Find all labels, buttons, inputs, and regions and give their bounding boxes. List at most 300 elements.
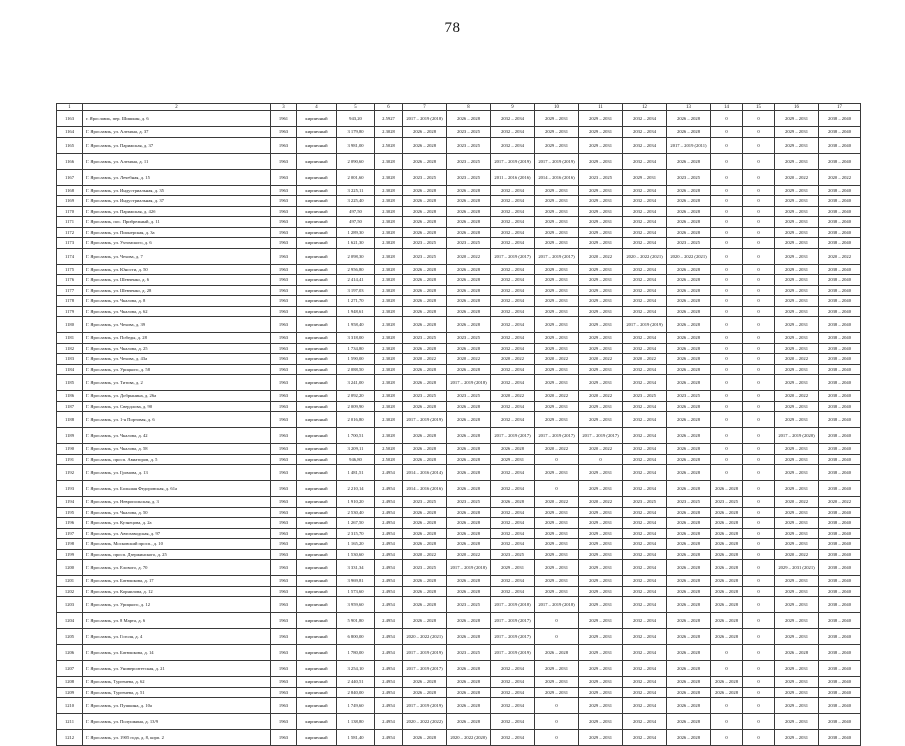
table-cell: 2029 – 2031 <box>775 111 819 127</box>
table-cell: 2032 – 2034 <box>623 677 667 688</box>
table-cell: 1 267,50 <box>337 518 375 529</box>
table-cell: 0 <box>711 127 743 138</box>
table-cell: 2026 – 2028 <box>667 549 711 560</box>
table-cell: 2023 – 2025 <box>447 333 491 344</box>
table-cell: 1 780,00 <box>337 645 375 661</box>
table-cell: 1963 <box>271 296 297 307</box>
table-cell: 2.3028 <box>375 238 403 249</box>
table-cell: 0 <box>535 714 579 730</box>
table-cell: 1 590,00 <box>337 354 375 365</box>
table-cell: 2038 – 2040 <box>819 317 861 333</box>
table-cell: 2026 – 2028 <box>403 507 447 518</box>
table-row <box>57 730 861 746</box>
table-cell: 2029 – 2031 <box>535 185 579 196</box>
table-cell: 2026 – 2028 <box>775 645 819 661</box>
table-cell: 2029 – 2031 <box>775 586 819 597</box>
table-cell: 2026 – 2028 <box>447 687 491 698</box>
column-header: 17 <box>819 104 861 111</box>
table-cell: 0 <box>711 238 743 249</box>
table-cell: 2029 – 2031 <box>579 687 623 698</box>
table-cell: 2029 – 2031 <box>535 217 579 228</box>
table-cell: 1963 <box>271 528 297 539</box>
table-cell: кирпичный <box>297 444 337 455</box>
table-cell: 2.3028 <box>375 317 403 333</box>
column-header: 15 <box>743 104 775 111</box>
table-cell: 2023 – 2025 <box>447 153 491 169</box>
table-cell: 2026 – 2028 <box>667 539 711 550</box>
table-cell: 3 331,34 <box>337 560 375 576</box>
table-cell: 2026 – 2028 <box>667 518 711 529</box>
table-cell: 3 318,00 <box>337 333 375 344</box>
table-cell: 2032 – 2034 <box>491 528 535 539</box>
table-cell: 2.4954 <box>375 549 403 560</box>
table-cell: 2038 – 2040 <box>819 333 861 344</box>
table-cell: 0 <box>743 549 775 560</box>
table-cell: 2032 – 2034 <box>491 730 535 746</box>
table-cell: 2029 – 2031 <box>535 539 579 550</box>
table-cell: 2026 – 2028 <box>667 444 711 455</box>
table-cell: 1193 <box>57 481 83 497</box>
table-cell: 2020 – 2022 <box>579 497 623 508</box>
table-row <box>57 196 861 207</box>
table-cell: 2029 – 2031 <box>775 238 819 249</box>
table-cell: 0 <box>743 454 775 465</box>
table-cell: 0 <box>711 444 743 455</box>
table-cell: 2026 – 2028 <box>711 518 743 529</box>
table-cell: кирпичный <box>297 576 337 587</box>
table-cell: 2032 – 2034 <box>491 401 535 412</box>
table-cell: 2026 – 2028 <box>711 687 743 698</box>
table-cell: 1187 <box>57 401 83 412</box>
table-cell: 2023 – 2025 <box>623 497 667 508</box>
address-cell: Г. Ярославль, просп. Авиаторов, д. 5 <box>83 454 271 465</box>
table-cell: кирпичный <box>297 629 337 645</box>
address-cell: Г. Ярославль, ул. Добрынина, д. 26а <box>83 391 271 402</box>
table-cell: 2032 – 2034 <box>623 185 667 196</box>
table-row <box>57 391 861 402</box>
table-cell: 2032 – 2034 <box>491 586 535 597</box>
table-cell: 2026 – 2028 <box>447 196 491 207</box>
table-cell: 2 001,60 <box>337 169 375 185</box>
table-cell: 2026 – 2028 <box>667 364 711 375</box>
table-cell: 2026 – 2028 <box>403 539 447 550</box>
table-cell: 2032 – 2034 <box>623 481 667 497</box>
table-cell: 0 <box>743 661 775 677</box>
table-cell: 2020 – 2022 <box>447 248 491 264</box>
table-row <box>57 238 861 249</box>
table-cell: 1963 <box>271 343 297 354</box>
table-cell: 2.4954 <box>375 497 403 508</box>
table-cell: 2026 – 2028 <box>447 539 491 550</box>
table-cell: 0 <box>711 454 743 465</box>
table-cell: 0 <box>711 227 743 238</box>
table-cell: 2029 – 2031 <box>579 698 623 714</box>
table-cell: 2032 – 2034 <box>491 296 535 307</box>
table-cell: 2029 – 2031 <box>775 217 819 228</box>
table-cell: 2032 – 2034 <box>491 465 535 481</box>
table-row <box>57 539 861 550</box>
table-cell: 0 <box>743 444 775 455</box>
table-cell: 2.4954 <box>375 714 403 730</box>
table-cell: 1963 <box>271 497 297 508</box>
table-cell: 2032 – 2034 <box>623 306 667 317</box>
table-cell: 0 <box>743 539 775 550</box>
table-row <box>57 597 861 613</box>
table-cell: 2.4954 <box>375 698 403 714</box>
table-cell: 1963 <box>271 687 297 698</box>
table-cell: кирпичный <box>297 560 337 576</box>
table-row <box>57 206 861 217</box>
table-cell: 2038 – 2040 <box>819 264 861 275</box>
table-cell: 2.4954 <box>375 560 403 576</box>
table-cell: кирпичный <box>297 497 337 508</box>
table-cell: 2023 – 2025 <box>403 169 447 185</box>
column-header: 3 <box>271 104 297 111</box>
address-cell: Г. Ярославль, ул. Титова, д. 2 <box>83 375 271 391</box>
table-cell: 2 088,50 <box>337 364 375 375</box>
table-cell: 2 009,90 <box>337 401 375 412</box>
table-cell: 2026 – 2028 <box>667 714 711 730</box>
table-cell: 2029 – 2031 <box>775 507 819 518</box>
address-cell: Г. Ярославль, Московский просп., д. 10 <box>83 539 271 550</box>
table-cell: 2029 – 2031 <box>579 296 623 307</box>
table-cell: 2029 – 2031 <box>579 111 623 127</box>
table-cell: 1 271,70 <box>337 296 375 307</box>
table-cell: 2023 – 2025 <box>623 391 667 402</box>
table-cell: кирпичный <box>297 528 337 539</box>
table-cell: 2017 – 2019 (2018) <box>447 560 491 576</box>
table-cell: 2023 – 2025 <box>403 333 447 344</box>
table-cell: 2032 – 2034 <box>623 730 667 746</box>
table-cell: 0 <box>743 677 775 688</box>
table-cell: 2026 – 2028 <box>403 597 447 613</box>
table-cell: 0 <box>535 454 579 465</box>
table-cell: 2032 – 2034 <box>491 275 535 286</box>
table-cell: 3 209,11 <box>337 444 375 455</box>
table-cell: 2026 – 2028 <box>403 227 447 238</box>
column-header: 12 <box>623 104 667 111</box>
table-cell: 2026 – 2028 <box>667 343 711 354</box>
table-cell: 2026 – 2028 <box>447 111 491 127</box>
address-cell: Г. Ярославль, ул. Батюшкова, д. 14 <box>83 645 271 661</box>
table-cell: 1963 <box>271 206 297 217</box>
table-cell: 2026 – 2028 <box>667 196 711 207</box>
table-cell: 1963 <box>271 285 297 296</box>
table-cell: 2023 – 2025 <box>491 549 535 560</box>
table-cell: 2026 – 2028 <box>447 698 491 714</box>
table-cell: 2026 – 2028 <box>667 185 711 196</box>
table-row <box>57 497 861 508</box>
table-cell: 0 <box>743 306 775 317</box>
table-cell: 2032 – 2034 <box>623 560 667 576</box>
table-cell: 2029 – 2031 <box>535 401 579 412</box>
table-cell: 2038 – 2040 <box>819 137 861 153</box>
table-cell: 2 016,80 <box>337 412 375 428</box>
table-cell: 2 090,60 <box>337 153 375 169</box>
table-cell: 2026 – 2028 <box>711 507 743 518</box>
table-cell: 2032 – 2034 <box>491 412 535 428</box>
table-cell: 0 <box>743 465 775 481</box>
table-cell: 0 <box>711 391 743 402</box>
table-cell: 1963 <box>271 127 297 138</box>
table-row <box>57 586 861 597</box>
table-cell: 2026 – 2028 <box>447 444 491 455</box>
table-cell: 2 210,14 <box>337 481 375 497</box>
table-cell: 1182 <box>57 343 83 354</box>
table-cell: 2032 – 2034 <box>623 661 667 677</box>
table-cell: 0 <box>743 629 775 645</box>
table-cell: 2026 – 2028 <box>447 481 491 497</box>
table-cell: 943,20 <box>337 111 375 127</box>
table-cell: 2029 – 2031 <box>775 401 819 412</box>
table-cell: 0 <box>711 248 743 264</box>
table-cell: 1197 <box>57 528 83 539</box>
address-cell: Г. Ярославль, ул. Автозаводская, д. 97 <box>83 528 271 539</box>
table-cell: 2026 – 2028 <box>447 206 491 217</box>
address-cell: Г. Ярославль, ул. Елового, д. 70 <box>83 560 271 576</box>
address-cell: Г. Ярославль, ул. Индустриальная, д. 35 <box>83 185 271 196</box>
table-cell: 2017 – 2019 (2017) <box>535 248 579 264</box>
table-cell: 497,50 <box>337 217 375 228</box>
table-cell: 2029 – 2031 <box>579 264 623 275</box>
table-cell: 2020 – 2022 (2021) <box>623 248 667 264</box>
table-cell: 2029 – 2031 <box>535 137 579 153</box>
table-cell: 2029 – 2031 <box>775 661 819 677</box>
table-cell: 2020 – 2022 (2021) <box>403 629 447 645</box>
table-cell: 0 <box>535 613 579 629</box>
table-cell: 2014 – 2016 (2016) <box>535 169 579 185</box>
table-cell: 2032 – 2034 <box>623 401 667 412</box>
table-cell: 2032 – 2034 <box>623 586 667 597</box>
table-row <box>57 645 861 661</box>
table-cell: 2029 – 2031 (2021) <box>775 560 819 576</box>
table-row <box>57 285 861 296</box>
table-cell: 2029 – 2031 <box>579 317 623 333</box>
table-cell: 0 <box>711 412 743 428</box>
table-cell: 2020 – 2022 <box>579 354 623 365</box>
table-cell: 2026 – 2028 <box>447 217 491 228</box>
address-cell: Г. Ярославль, ул. Большая Федоровская, д. 61а <box>83 481 271 497</box>
column-header: 8 <box>447 104 491 111</box>
table-cell: 2032 – 2034 <box>623 597 667 613</box>
table-cell: 2032 – 2034 <box>491 576 535 587</box>
table-cell: 2023 – 2025 <box>447 497 491 508</box>
table-cell: 2029 – 2031 <box>775 454 819 465</box>
table-cell: 0 <box>711 306 743 317</box>
table-cell: 2038 – 2040 <box>819 111 861 127</box>
table-cell: 2032 – 2034 <box>623 285 667 296</box>
table-cell: 2038 – 2040 <box>819 296 861 307</box>
table-cell: 2026 – 2028 <box>447 401 491 412</box>
table-cell: 2.4954 <box>375 481 403 497</box>
table-cell: 1963 <box>271 275 297 286</box>
table-cell: 2026 – 2028 <box>667 317 711 333</box>
table-cell: 2 414,41 <box>337 275 375 286</box>
table-cell: 2017 – 2019 (2019) <box>403 645 447 661</box>
table-cell: 2.3028 <box>375 285 403 296</box>
table-row <box>57 412 861 428</box>
table-cell: 2026 – 2028 <box>667 401 711 412</box>
table-cell: 2032 – 2034 <box>491 375 535 391</box>
table-cell: 0 <box>743 296 775 307</box>
table-cell: 0 <box>711 111 743 127</box>
table-cell: 1 948,61 <box>337 306 375 317</box>
table-cell: 2026 – 2028 <box>667 428 711 444</box>
table-cell: 2020 – 2022 <box>623 354 667 365</box>
table-cell: 2029 – 2031 <box>775 613 819 629</box>
table-cell: 2032 – 2034 <box>623 507 667 518</box>
table-cell: 1198 <box>57 539 83 550</box>
table-cell: 0 <box>711 428 743 444</box>
column-header: 2 <box>83 104 271 111</box>
table-cell: 2029 – 2031 <box>579 364 623 375</box>
table-cell: 2.3028 <box>375 343 403 354</box>
table-row <box>57 698 861 714</box>
table-cell: 2032 – 2034 <box>623 343 667 354</box>
table-cell: 2.5028 <box>375 454 403 465</box>
table-cell: 2026 – 2028 <box>447 518 491 529</box>
table-cell: 2032 – 2034 <box>623 333 667 344</box>
table-cell: 0 <box>535 481 579 497</box>
table-cell: 2032 – 2034 <box>623 264 667 275</box>
table-cell: 3 241,00 <box>337 375 375 391</box>
table-cell: 2032 – 2034 <box>491 238 535 249</box>
table-cell: 1194 <box>57 497 83 508</box>
table-cell: 2032 – 2034 <box>491 306 535 317</box>
table-cell: кирпичный <box>297 597 337 613</box>
table-cell: 2038 – 2040 <box>819 560 861 576</box>
table-cell: 0 <box>743 412 775 428</box>
table-cell: 2029 – 2031 <box>579 586 623 597</box>
table-cell: 2038 – 2040 <box>819 576 861 587</box>
table-cell: 2026 – 2028 <box>711 629 743 645</box>
table-cell: 2026 – 2028 <box>403 275 447 286</box>
table-cell: 2038 – 2040 <box>819 687 861 698</box>
table-cell: 2026 – 2028 <box>447 507 491 518</box>
table-cell: 0 <box>743 137 775 153</box>
address-cell: Г. Ярославль, ул. Пионерская, д. 3а <box>83 227 271 238</box>
table-cell: 2032 – 2034 <box>491 507 535 518</box>
table-cell: 2.3028 <box>375 169 403 185</box>
table-cell: 2032 – 2034 <box>623 111 667 127</box>
table-cell: 2032 – 2034 <box>491 343 535 354</box>
table-cell: 2023 – 2025 <box>667 497 711 508</box>
table-cell: 2029 – 2031 <box>535 549 579 560</box>
column-header: 10 <box>535 104 579 111</box>
table-cell: 2011 – 2016 (2016) <box>491 169 535 185</box>
table-cell: 1183 <box>57 354 83 365</box>
table-cell: 1963 <box>271 185 297 196</box>
table-cell: кирпичный <box>297 714 337 730</box>
table-cell: 0 <box>579 454 623 465</box>
table-cell: 2038 – 2040 <box>819 549 861 560</box>
table-cell: 1203 <box>57 597 83 613</box>
table-cell: 2032 – 2034 <box>623 153 667 169</box>
table-cell: 2017 – 2019 (2018) <box>535 597 579 613</box>
table-cell: 2032 – 2034 <box>623 127 667 138</box>
table-row <box>57 227 861 238</box>
table-cell: 0 <box>743 153 775 169</box>
table-cell: 2032 – 2034 <box>623 454 667 465</box>
table-cell: 2 315,70 <box>337 528 375 539</box>
table-cell: 2020 – 2022 (2022) <box>403 714 447 730</box>
address-cell: Г. Ярославль, ул. Университетская, д. 21 <box>83 661 271 677</box>
table-cell: 1961 <box>271 111 297 127</box>
table-cell: 2029 – 2031 <box>775 698 819 714</box>
table-cell: 2026 – 2028 <box>667 306 711 317</box>
table-cell: 2026 – 2028 <box>667 285 711 296</box>
address-cell: Г. Ярославль, Тургенева, д. 62 <box>83 677 271 688</box>
table-cell: 2029 – 2031 <box>535 465 579 481</box>
address-cell: Г. Ярославль, ул. Алехина, д. 37 <box>83 127 271 138</box>
table-cell: 2026 – 2028 <box>667 730 711 746</box>
table-cell: 0 <box>743 507 775 518</box>
table-cell: 1205 <box>57 629 83 645</box>
address-cell: Г. Ярославль, ул. Урицкого, д. 58 <box>83 364 271 375</box>
table-cell: 2.4954 <box>375 597 403 613</box>
table-cell: 0 <box>743 528 775 539</box>
table-cell: 2029 – 2031 <box>579 714 623 730</box>
table-cell: 3 179,80 <box>337 127 375 138</box>
table-cell: кирпичный <box>297 137 337 153</box>
table-cell: кирпичный <box>297 730 337 746</box>
table-cell: 0 <box>743 238 775 249</box>
table-cell: 1170 <box>57 206 83 217</box>
table-cell: 2029 – 2031 <box>775 412 819 428</box>
table-cell: 0 <box>743 285 775 296</box>
table-row <box>57 127 861 138</box>
table-row <box>57 576 861 587</box>
table-cell: 1963 <box>271 714 297 730</box>
table-cell: 2029 – 2031 <box>535 306 579 317</box>
table-cell: 2.3028 <box>375 264 403 275</box>
table-cell: 2017 – 2019 (2019) <box>403 698 447 714</box>
table-cell: 1 910,20 <box>337 497 375 508</box>
table-cell: 1204 <box>57 613 83 629</box>
table-row <box>57 275 861 286</box>
table-cell: 2029 – 2031 <box>491 454 535 465</box>
table-cell: 1165 <box>57 137 83 153</box>
address-cell: Г. Ярославль, ул. Парижская, д. 37 <box>83 137 271 153</box>
table-cell: 2.5028 <box>375 444 403 455</box>
table-cell: 2026 – 2028 <box>667 333 711 344</box>
table-cell: 2038 – 2040 <box>819 227 861 238</box>
table-cell: 1963 <box>271 730 297 746</box>
table-cell: 1181 <box>57 333 83 344</box>
table-row <box>57 306 861 317</box>
table-cell: 2029 – 2031 <box>535 127 579 138</box>
table-cell: 2 098,30 <box>337 248 375 264</box>
table-cell: 0 <box>711 730 743 746</box>
table-cell: 2032 – 2034 <box>491 111 535 127</box>
table-cell: 0 <box>743 343 775 354</box>
table-cell: 2.5927 <box>375 111 403 127</box>
table-cell: 2026 – 2028 <box>403 364 447 375</box>
table-cell: 2032 – 2034 <box>623 137 667 153</box>
table-cell: 2026 – 2028 <box>667 560 711 576</box>
table-cell: 0 <box>743 613 775 629</box>
table-cell: 1174 <box>57 248 83 264</box>
table-cell: 0 <box>711 153 743 169</box>
table-cell: 0 <box>743 714 775 730</box>
table-cell: 1168 <box>57 185 83 196</box>
table-cell: 2.4954 <box>375 645 403 661</box>
table-row <box>57 248 861 264</box>
table-cell: 2026 – 2028 <box>667 645 711 661</box>
table-cell: 2026 – 2028 <box>667 586 711 597</box>
table-cell: 2029 – 2031 <box>535 661 579 677</box>
table-cell: 2026 – 2028 <box>667 677 711 688</box>
